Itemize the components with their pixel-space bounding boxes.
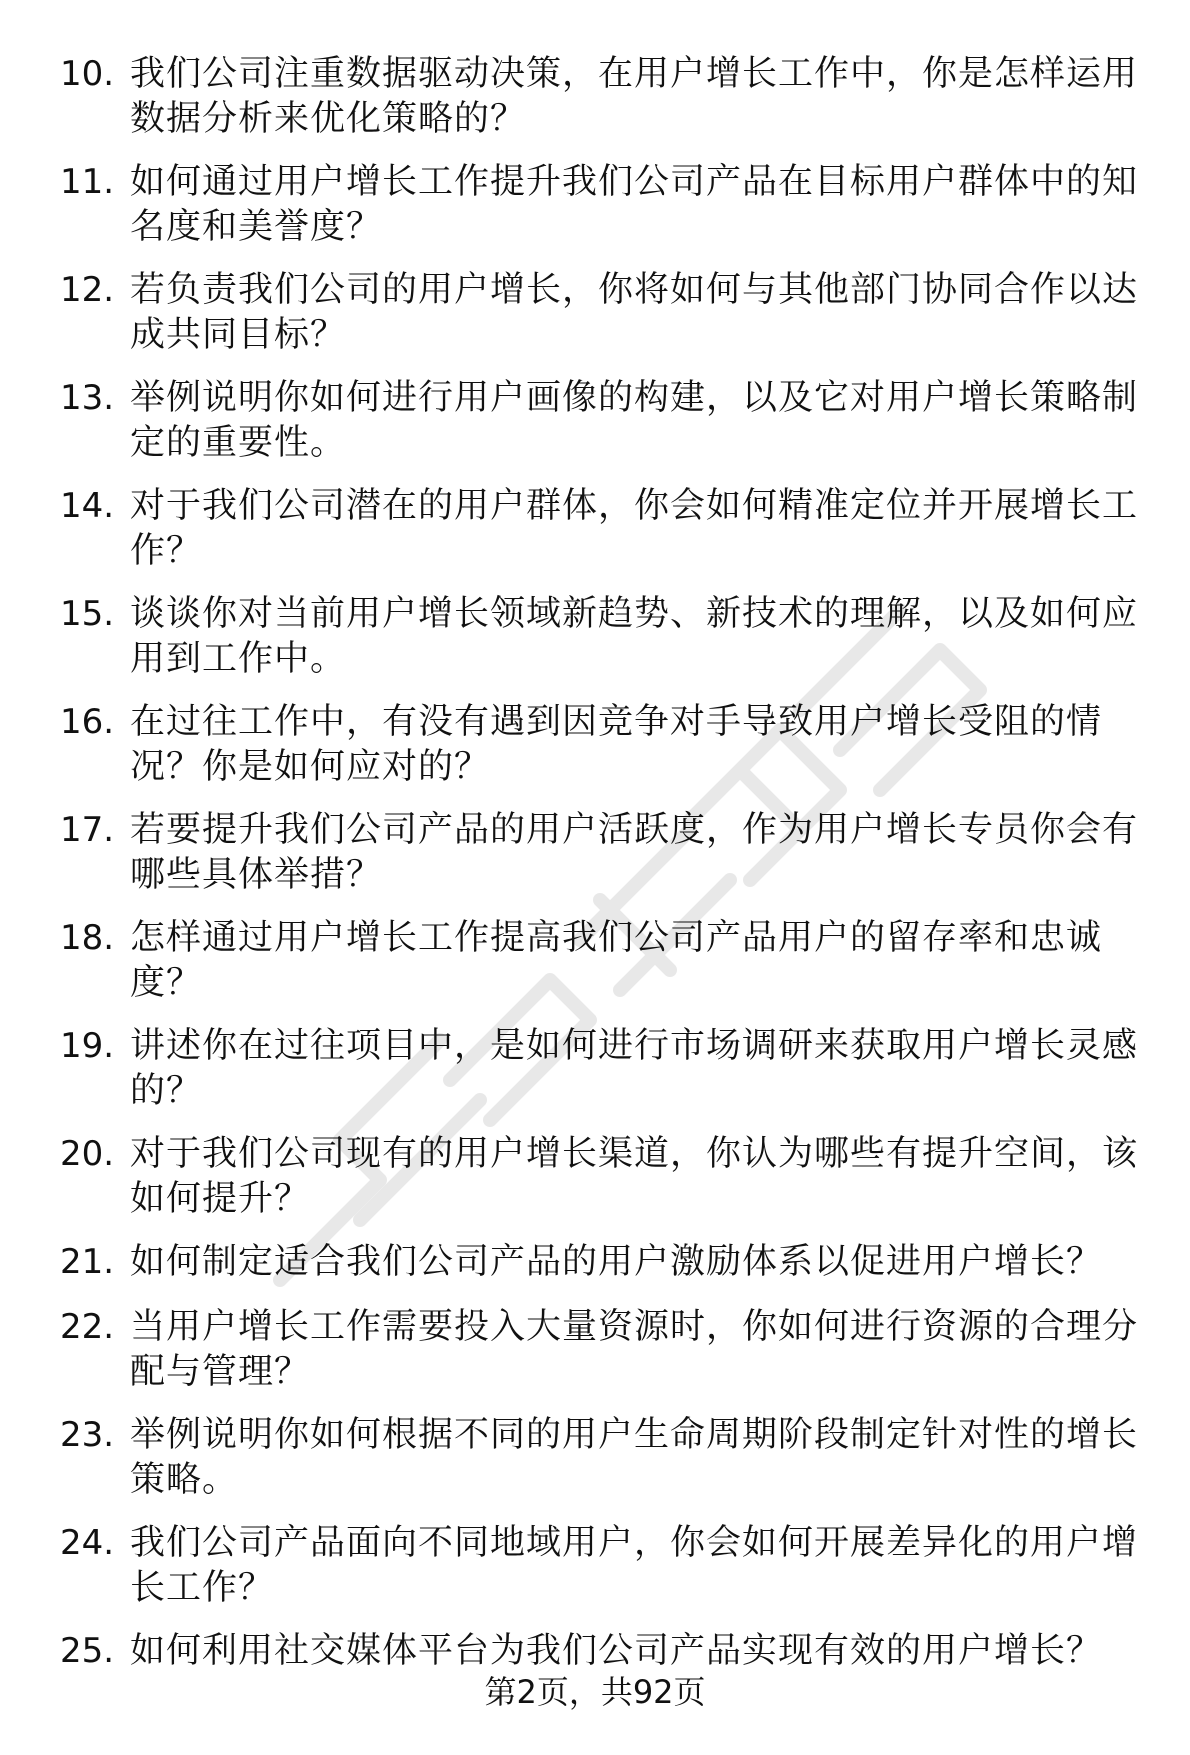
list-item <box>0 376 1190 466</box>
question-text: 若要提升我们公司产品的用户活跃度，作为用户增长专员你会有哪些具体举措？ <box>130 810 1139 895</box>
question-number: 18. <box>60 918 115 958</box>
list-item <box>0 700 1190 790</box>
question-text: 如何利用社交媒体平台为我们公司产品实现有效的用户增长？ <box>130 1631 1103 1671</box>
list-item <box>0 1413 1190 1503</box>
list-item <box>0 268 1190 358</box>
question-text: 举例说明你如何进行用户画像的构建，以及它对用户增长策略制定的重要性。 <box>130 378 1139 463</box>
question-number: 11. <box>60 162 115 202</box>
question-number: 22. <box>60 1307 115 1347</box>
question-text: 在过往工作中，有没有遇到因竞争对手导致用户增长受阻的情况？你是如何应对的？ <box>130 702 1103 787</box>
question-text: 对于我们公司潜在的用户群体，你会如何精准定位并开展增长工作？ <box>130 486 1139 571</box>
list-item <box>0 52 1190 142</box>
question-text: 举例说明你如何根据不同的用户生命周期阶段制定针对性的增长策略。 <box>130 1415 1139 1500</box>
list-item <box>0 1521 1190 1611</box>
question-text: 当用户增长工作需要投入大量资源时，你如何进行资源的合理分配与管理？ <box>130 1307 1139 1392</box>
list-item <box>0 1024 1190 1114</box>
question-number: 16. <box>60 702 115 742</box>
list-item <box>0 592 1190 682</box>
question-number: 17. <box>60 810 115 850</box>
question-number: 20. <box>60 1134 115 1174</box>
list-item <box>0 484 1190 574</box>
question-number: 23. <box>60 1415 115 1455</box>
list-item <box>0 808 1190 898</box>
question-text: 我们公司产品面向不同地域用户，你会如何开展差异化的用户增长工作？ <box>130 1523 1139 1608</box>
question-text: 对于我们公司现有的用户增长渠道，你认为哪些有提升空间，该如何提升？ <box>130 1134 1139 1219</box>
question-number: 21. <box>60 1242 115 1282</box>
page-indicator: 第2页，共92页 <box>484 1673 706 1711</box>
list-item <box>0 916 1190 1006</box>
question-number: 24. <box>60 1523 115 1563</box>
list-item <box>0 160 1190 250</box>
list-item <box>0 1305 1190 1395</box>
question-number: 14. <box>60 486 115 526</box>
question-number: 19. <box>60 1026 115 1066</box>
list-item <box>0 1240 1190 1285</box>
question-text: 讲述你在过往项目中，是如何进行市场调研来获取用户增长灵感的？ <box>130 1026 1139 1111</box>
question-text: 如何制定适合我们公司产品的用户激励体系以促进用户增长？ <box>130 1242 1103 1282</box>
question-text: 若负责我们公司的用户增长，你将如何与其他部门协同合作以达成共同目标？ <box>130 270 1139 355</box>
question-number: 15. <box>60 594 115 634</box>
question-list <box>0 52 1190 1694</box>
list-item <box>0 1132 1190 1222</box>
question-text: 如何通过用户增长工作提升我们公司产品在目标用户群体中的知名度和美誉度？ <box>130 162 1139 247</box>
question-number: 25. <box>60 1631 115 1671</box>
question-text: 我们公司注重数据驱动决策，在用户增长工作中，你是怎样运用数据分析来优化策略的？ <box>130 54 1139 139</box>
question-text: 怎样通过用户增长工作提高我们公司产品用户的留存率和忠诚度？ <box>130 918 1103 1003</box>
question-number: 12. <box>60 270 115 310</box>
question-number: 13. <box>60 378 115 418</box>
question-number: 10. <box>60 54 115 94</box>
question-text: 谈谈你对当前用户增长领域新趋势、新技术的理解，以及如何应用到工作中。 <box>130 594 1139 679</box>
list-item <box>0 1629 1190 1674</box>
